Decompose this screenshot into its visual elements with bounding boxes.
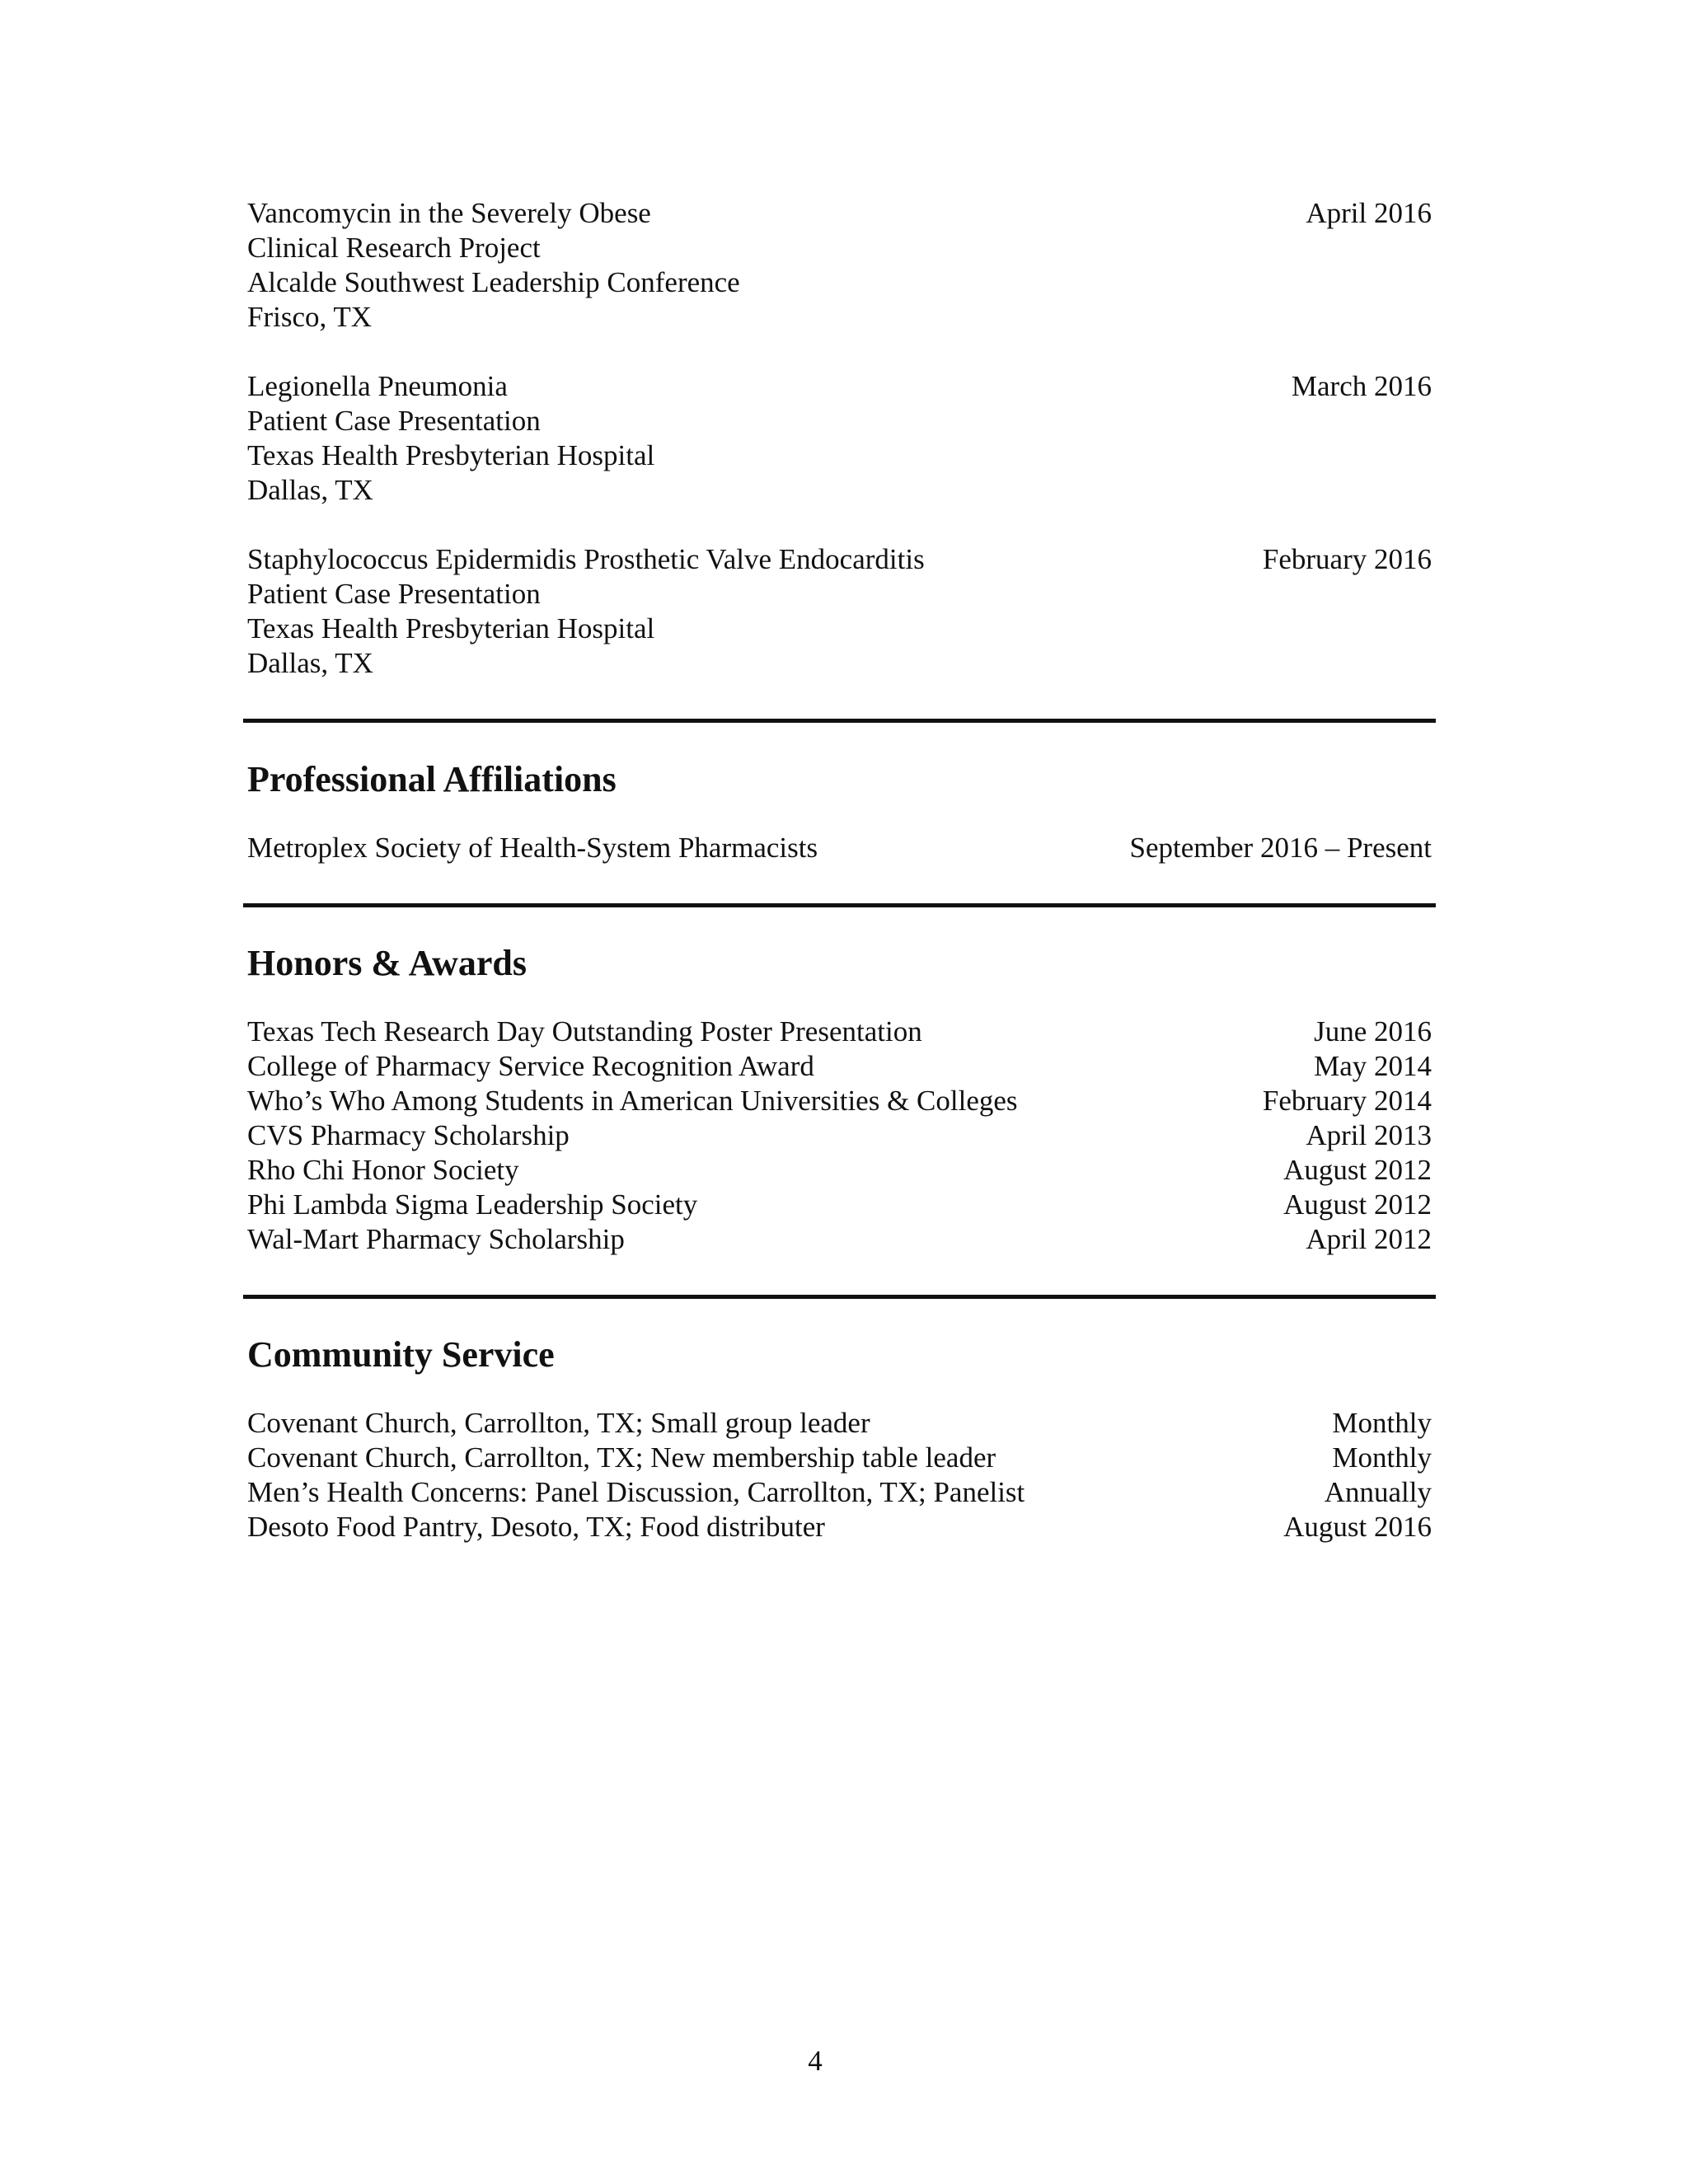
honor-name: Texas Tech Research Day Outstanding Poster Presentation [247, 1015, 922, 1047]
presentations-list [247, 196, 1432, 681]
community-section [247, 1299, 1432, 1544]
honor-row [247, 1084, 1432, 1118]
service-row [247, 1406, 1432, 1441]
presentation-details [247, 196, 740, 335]
honor-row [247, 1015, 1432, 1049]
presentation-venue: Texas Health Presbyterian Hospital [247, 612, 655, 644]
presentation-date: February 2016 [1262, 543, 1432, 575]
service-frequency: Monthly [1332, 1407, 1432, 1439]
presentation-date: April 2016 [1306, 197, 1432, 229]
honor-date: June 2016 [1314, 1015, 1432, 1047]
section-heading: Community Service [247, 1334, 555, 1375]
honor-name: CVS Pharmacy Scholarship [247, 1119, 570, 1151]
service-frequency: Annually [1324, 1476, 1432, 1508]
honors-list [247, 1015, 1432, 1257]
presentation-location: Dallas, TX [247, 647, 373, 679]
service-description: Men’s Health Concerns: Panel Discussion, Carrollton, TX; Panelist [247, 1476, 1025, 1508]
community-list [247, 1406, 1432, 1544]
honor-name: Who’s Who Among Students in American Universities & Colleges [247, 1085, 1018, 1117]
service-frequency: August 2016 [1283, 1511, 1432, 1543]
honor-date: May 2014 [1314, 1050, 1432, 1082]
service-row [247, 1441, 1432, 1475]
honor-date: August 2012 [1283, 1188, 1432, 1221]
presentation-title: Legionella Pneumonia [247, 370, 508, 402]
affiliation-date: September 2016 – Present [1129, 832, 1432, 864]
presentation-details [247, 369, 654, 508]
presentation-date: March 2016 [1291, 370, 1432, 402]
service-description: Desoto Food Pantry, Desoto, TX; Food distributer [247, 1511, 825, 1543]
presentation-details [247, 542, 925, 681]
resume-page [247, 196, 1432, 1544]
section-heading: Professional Affiliations [247, 759, 617, 799]
presentation-type: Patient Case Presentation [247, 578, 541, 610]
honor-row [247, 1153, 1432, 1188]
honor-name: Phi Lambda Sigma Leadership Society [247, 1188, 698, 1221]
honor-row [247, 1049, 1432, 1084]
affiliation-row [247, 831, 1432, 865]
presentation-type: Patient Case Presentation [247, 405, 541, 437]
presentation-location: Frisco, TX [247, 301, 373, 333]
honor-date: August 2012 [1283, 1154, 1432, 1186]
honor-date: April 2012 [1306, 1223, 1432, 1255]
presentation-entry [247, 369, 1432, 508]
service-frequency: Monthly [1332, 1441, 1432, 1474]
honor-row [247, 1118, 1432, 1153]
affiliation-name: Metroplex Society of Health-System Pharmacists [247, 832, 818, 864]
page-number: 4 [808, 2045, 823, 2077]
honor-date: April 2013 [1306, 1119, 1432, 1151]
service-description: Covenant Church, Carrollton, TX; Small group leader [247, 1407, 870, 1439]
presentation-location: Dallas, TX [247, 474, 373, 506]
presentation-title: Vancomycin in the Severely Obese [247, 197, 651, 229]
honor-row [247, 1188, 1432, 1222]
honor-name: Rho Chi Honor Society [247, 1154, 519, 1186]
honor-name: Wal-Mart Pharmacy Scholarship [247, 1223, 625, 1255]
service-row [247, 1510, 1432, 1544]
section-heading: Honors & Awards [247, 943, 527, 983]
presentation-entry [247, 196, 1432, 335]
presentation-venue: Texas Health Presbyterian Hospital [247, 439, 655, 471]
presentation-title: Staphylococcus Epidermidis Prosthetic Valve Endocarditis [247, 543, 925, 575]
presentation-venue: Alcalde Southwest Leadership Conference [247, 266, 740, 298]
honors-section [247, 907, 1432, 1257]
honor-row [247, 1222, 1432, 1257]
honor-date: February 2014 [1262, 1085, 1432, 1117]
affiliations-section [247, 723, 1432, 865]
service-description: Covenant Church, Carrollton, TX; New membership table leader [247, 1441, 996, 1474]
honor-name: College of Pharmacy Service Recognition Award [247, 1050, 814, 1082]
presentation-entry [247, 542, 1432, 681]
presentation-type: Clinical Research Project [247, 232, 541, 264]
service-row [247, 1475, 1432, 1510]
